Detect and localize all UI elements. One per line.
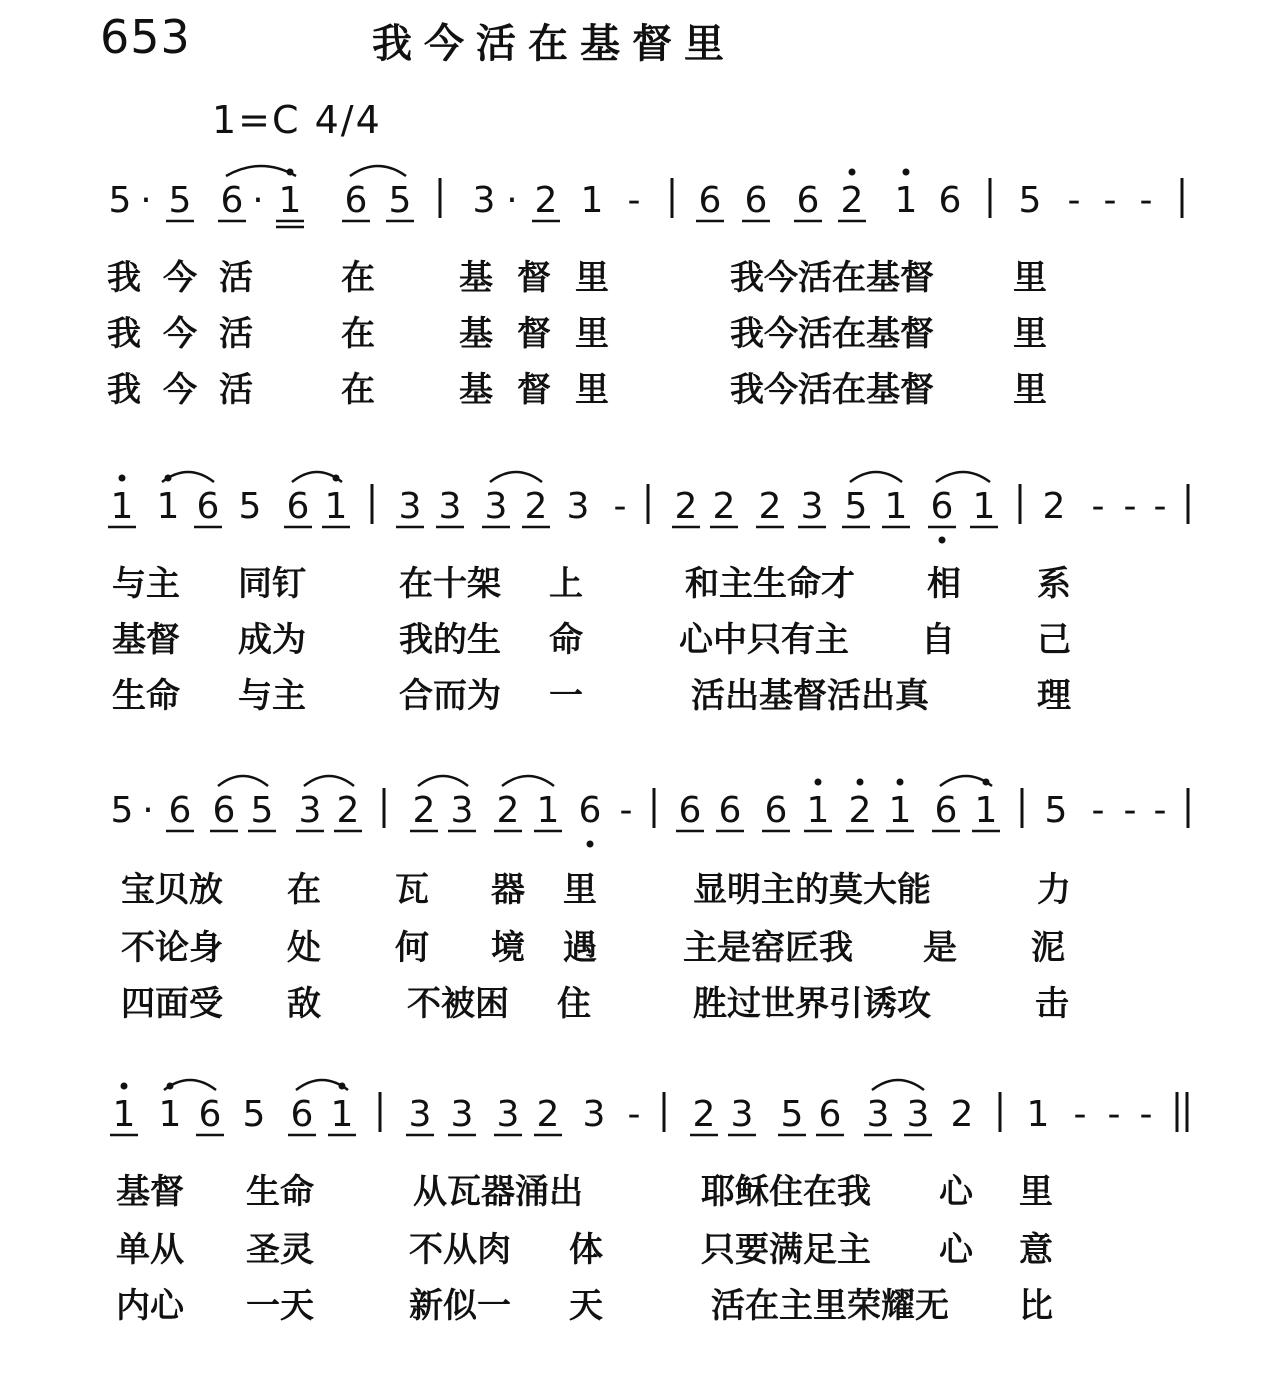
lyric-text: 我今活在基督 — [730, 258, 934, 298]
notation-line — [0, 1074, 1280, 1154]
lyric-text: 里 — [575, 370, 609, 410]
final-barline — [1177, 1092, 1187, 1132]
dash-mark: - — [1153, 790, 1167, 831]
note-digit: 6 — [744, 180, 768, 221]
note-digit: 5 — [168, 180, 192, 221]
lyric-text: 心 — [939, 1230, 973, 1270]
note-digit: 5 — [1044, 790, 1068, 831]
note-digit: 1 — [536, 790, 560, 831]
note-digit: 3 — [450, 790, 474, 831]
note-digit: 5 — [108, 180, 132, 221]
note-digit: 5 — [250, 790, 274, 831]
note-digit: 6 — [934, 790, 958, 831]
dash-mark: - — [1139, 180, 1153, 221]
note-digit: 1 — [884, 486, 908, 527]
lyric-text: 里 — [1019, 1172, 1053, 1212]
note-digit: 1 — [112, 1094, 136, 1135]
lyric-text: 器 — [491, 870, 525, 910]
lyric-text: 里 — [563, 870, 597, 910]
slur — [304, 776, 354, 786]
lyric-text: 督 — [517, 370, 551, 410]
lyric-text: 基 — [459, 314, 493, 354]
note-digit: 6 — [698, 180, 722, 221]
lyric-text: 一天 — [246, 1286, 314, 1326]
lyric-text: 里 — [1013, 314, 1047, 354]
slur — [872, 1080, 924, 1090]
lyric-text: 同钉 — [238, 564, 306, 604]
lyric-text: 督 — [517, 314, 551, 354]
lyric-verse-1 — [0, 250, 1280, 300]
dash-mark: - — [1091, 486, 1105, 527]
note-digit: 6 — [198, 1094, 222, 1135]
lyric-text: 是 — [923, 928, 957, 968]
lyric-text: 命 — [549, 620, 583, 660]
slur — [218, 776, 268, 786]
note-digit: 3 — [866, 1094, 890, 1135]
lyric-text: 天 — [569, 1286, 603, 1326]
lyric-text: 系 — [1037, 564, 1071, 604]
key-signature: 1=C 4/4 — [212, 98, 382, 142]
dash-mark: - — [619, 790, 633, 831]
lyric-text: 心 — [939, 1172, 973, 1212]
lyric-text: 生命 — [246, 1172, 314, 1212]
octave-dot-above — [897, 779, 904, 786]
note-digit: 6 — [938, 180, 962, 221]
note-digit: 6 — [718, 790, 742, 831]
note-digit: 6 — [930, 486, 954, 527]
dash-mark: - — [1067, 180, 1081, 221]
slur — [936, 472, 990, 482]
lyric-text: 相 — [927, 564, 961, 604]
dash-mark: - — [1103, 180, 1117, 221]
lyric-text: 比 — [1019, 1286, 1053, 1326]
lyric-text: 上 — [549, 564, 583, 604]
note-digit: 1 — [324, 486, 348, 527]
note-digit: 6 — [168, 790, 192, 831]
notation-svg — [0, 466, 1280, 546]
hymn-title: 我今活在基督里 — [372, 21, 736, 67]
slur — [350, 166, 406, 176]
lyric-text: 自 — [921, 620, 955, 660]
lyric-text: 活 — [219, 258, 253, 298]
note-digit: 5 — [242, 1094, 266, 1135]
slur — [490, 472, 542, 482]
notation-svg — [0, 1074, 1280, 1154]
lyric-text: 从瓦器涌出 — [413, 1172, 583, 1212]
note-digit: 6 — [196, 486, 220, 527]
lyric-text: 和主生命才 — [685, 564, 855, 604]
octave-dot-below — [939, 537, 946, 544]
lyric-text: 意 — [1019, 1230, 1053, 1270]
notation-line — [0, 770, 1280, 850]
notation-svg — [0, 160, 1280, 240]
lyric-text: 今 — [163, 258, 197, 298]
lyric-verse-1 — [0, 862, 1280, 912]
lyric-text: 活 — [219, 370, 253, 410]
lyric-text: 处 — [287, 928, 321, 968]
lyric-text: 今 — [163, 314, 197, 354]
lyric-text: 我今活在基督 — [730, 370, 934, 410]
lyric-text: 生命 — [112, 676, 180, 716]
lyric-text: 基督 — [116, 1172, 184, 1212]
octave-dot-above — [903, 169, 910, 176]
lyric-text: 在 — [287, 870, 321, 910]
note-digit: 2 — [1042, 486, 1066, 527]
slur — [226, 166, 296, 176]
octave-dot-below — [587, 841, 594, 848]
lyric-text: 境 — [491, 928, 525, 968]
lyric-text: 遇 — [563, 928, 597, 968]
dash-mark: - — [1153, 486, 1167, 527]
dash-mark: - — [1123, 790, 1137, 831]
note-digit: 1 — [894, 180, 918, 221]
note-digit: 1 — [974, 790, 998, 831]
lyric-text: 活 — [219, 314, 253, 354]
lyric-text: 心中只有主 — [679, 620, 849, 660]
lyric-text: 在 — [341, 258, 375, 298]
lyric-text: 一 — [549, 676, 583, 716]
note-digit: 6 — [818, 1094, 842, 1135]
lyric-text: 显明主的莫大能 — [693, 870, 931, 910]
lyric-text: 督 — [517, 258, 551, 298]
note-digit: 6 — [212, 790, 236, 831]
slur — [502, 776, 554, 786]
note-digit: 6 — [290, 1094, 314, 1135]
lyric-text: 宝贝放 — [121, 870, 223, 910]
note-digit: 6 — [220, 180, 244, 221]
lyric-text: 不论身 — [121, 928, 223, 968]
lyric-text: 基 — [459, 370, 493, 410]
lyric-text: 瓦 — [395, 870, 429, 910]
dot-mark: · — [252, 180, 264, 221]
lyric-text: 己 — [1037, 620, 1071, 660]
note-digit: 5 — [780, 1094, 804, 1135]
lyric-verse-2 — [0, 306, 1280, 356]
octave-dot-above — [849, 169, 856, 176]
slur — [418, 776, 468, 786]
octave-dot-above — [815, 779, 822, 786]
lyric-text: 只要满足主 — [701, 1230, 871, 1270]
lyric-text: 在 — [341, 370, 375, 410]
lyric-text: 活出基督活出真 — [691, 676, 929, 716]
note-digit: 1 — [806, 790, 830, 831]
note-digit: 2 — [848, 790, 872, 831]
lyric-text: 力 — [1037, 870, 1071, 910]
note-digit: 3 — [496, 1094, 520, 1135]
lyric-text: 基督 — [112, 620, 180, 660]
note-digit: 3 — [298, 790, 322, 831]
note-digit: 2 — [536, 1094, 560, 1135]
dash-mark: - — [627, 1094, 641, 1135]
lyric-text: 里 — [1013, 258, 1047, 298]
lyric-text: 体 — [569, 1230, 603, 1270]
note-digit: 1 — [330, 1094, 354, 1135]
note-digit: 6 — [344, 180, 368, 221]
lyric-text: 活在主里荣耀无 — [711, 1286, 949, 1326]
dash-mark: - — [1107, 1094, 1121, 1135]
octave-dot-above — [121, 1083, 128, 1090]
lyric-text: 内心 — [116, 1286, 184, 1326]
note-digit: 3 — [472, 180, 496, 221]
lyric-text: 四面受 — [121, 984, 223, 1024]
lyric-text: 何 — [395, 928, 429, 968]
lyric-text: 我 — [107, 314, 141, 354]
lyric-verse-2 — [0, 1222, 1280, 1272]
note-digit: 3 — [566, 486, 590, 527]
note-digit: 1 — [278, 180, 302, 221]
octave-dot-above — [119, 475, 126, 482]
lyric-text: 胜过世界引诱攻 — [693, 984, 931, 1024]
note-digit: 2 — [840, 180, 864, 221]
lyric-text: 泥 — [1031, 928, 1065, 968]
notation-line — [0, 466, 1280, 546]
note-digit: 3 — [582, 1094, 606, 1135]
lyric-text: 不被困 — [407, 984, 509, 1024]
lyric-verse-3 — [0, 976, 1280, 1026]
note-digit: 3 — [398, 486, 422, 527]
lyric-text: 里 — [1013, 370, 1047, 410]
dot-mark: · — [506, 180, 518, 221]
dash-mark: - — [1139, 1094, 1153, 1135]
dash-mark: - — [627, 180, 641, 221]
note-digit: 5 — [110, 790, 134, 831]
note-digit: 3 — [450, 1094, 474, 1135]
note-digit: 2 — [692, 1094, 716, 1135]
note-digit: 6 — [764, 790, 788, 831]
note-digit: 6 — [678, 790, 702, 831]
octave-dot-above — [857, 779, 864, 786]
note-digit: 2 — [524, 486, 548, 527]
note-digit: 2 — [336, 790, 360, 831]
slur — [850, 472, 902, 482]
note-digit: 1 — [156, 486, 180, 527]
lyric-text: 里 — [575, 314, 609, 354]
lyric-text: 在十架 — [399, 564, 501, 604]
note-digit: 2 — [758, 486, 782, 527]
note-digit: 2 — [412, 790, 436, 831]
lyric-text: 与主 — [238, 676, 306, 716]
lyric-verse-1 — [0, 556, 1280, 606]
dot-mark: · — [140, 180, 152, 221]
dash-mark: - — [1091, 790, 1105, 831]
dash-mark: - — [1073, 1094, 1087, 1135]
note-digit: 2 — [674, 486, 698, 527]
lyric-text: 敌 — [287, 984, 321, 1024]
lyric-verse-3 — [0, 1278, 1280, 1328]
dash-mark: - — [1123, 486, 1137, 527]
lyric-text: 里 — [575, 258, 609, 298]
note-digit: 2 — [950, 1094, 974, 1135]
note-digit: 1 — [580, 180, 604, 221]
lyric-text: 今 — [163, 370, 197, 410]
note-digit: 3 — [730, 1094, 754, 1135]
note-digit: 3 — [484, 486, 508, 527]
note-digit: 5 — [844, 486, 868, 527]
lyric-text: 耶稣住在我 — [701, 1172, 871, 1212]
lyric-text: 不从肉 — [409, 1230, 511, 1270]
note-digit: 5 — [238, 486, 262, 527]
hymn-number: 653 — [100, 10, 191, 64]
note-digit: 2 — [496, 790, 520, 831]
note-digit: 3 — [800, 486, 824, 527]
lyric-text: 在 — [341, 314, 375, 354]
note-digit: 1 — [158, 1094, 182, 1135]
note-digit: 1 — [888, 790, 912, 831]
dash-mark: - — [613, 486, 627, 527]
note-digit: 3 — [408, 1094, 432, 1135]
lyric-text: 圣灵 — [246, 1230, 314, 1270]
lyric-text: 我 — [107, 370, 141, 410]
lyric-text: 成为 — [238, 620, 306, 660]
note-digit: 6 — [286, 486, 310, 527]
note-digit: 1 — [1026, 1094, 1050, 1135]
lyric-verse-3 — [0, 668, 1280, 718]
lyric-verse-2 — [0, 920, 1280, 970]
lyric-text: 单从 — [116, 1230, 184, 1270]
lyric-text: 合而为 — [399, 676, 501, 716]
note-digit: 2 — [534, 180, 558, 221]
lyric-text: 我 — [107, 258, 141, 298]
note-digit: 6 — [796, 180, 820, 221]
note-digit: 3 — [438, 486, 462, 527]
note-digit: 6 — [578, 790, 602, 831]
lyric-text: 主是窑匠我 — [683, 928, 853, 968]
notation-line — [0, 160, 1280, 240]
note-digit: 3 — [906, 1094, 930, 1135]
dot-mark: · — [142, 790, 154, 831]
lyric-text: 住 — [557, 984, 591, 1024]
note-digit: 5 — [1018, 180, 1042, 221]
lyric-text: 我的生 — [399, 620, 501, 660]
lyric-verse-2 — [0, 612, 1280, 662]
lyric-text: 新似一 — [409, 1286, 511, 1326]
lyric-verse-3 — [0, 362, 1280, 412]
note-digit: 5 — [388, 180, 412, 221]
note-digit: 1 — [972, 486, 996, 527]
notation-svg — [0, 770, 1280, 850]
note-digit: 2 — [712, 486, 736, 527]
note-digit: 1 — [110, 486, 134, 527]
lyric-text: 我今活在基督 — [730, 314, 934, 354]
lyric-text: 基 — [459, 258, 493, 298]
lyric-text: 与主 — [112, 564, 180, 604]
lyric-text: 击 — [1035, 984, 1069, 1024]
lyric-text: 理 — [1037, 676, 1071, 716]
lyric-verse-1 — [0, 1164, 1280, 1214]
